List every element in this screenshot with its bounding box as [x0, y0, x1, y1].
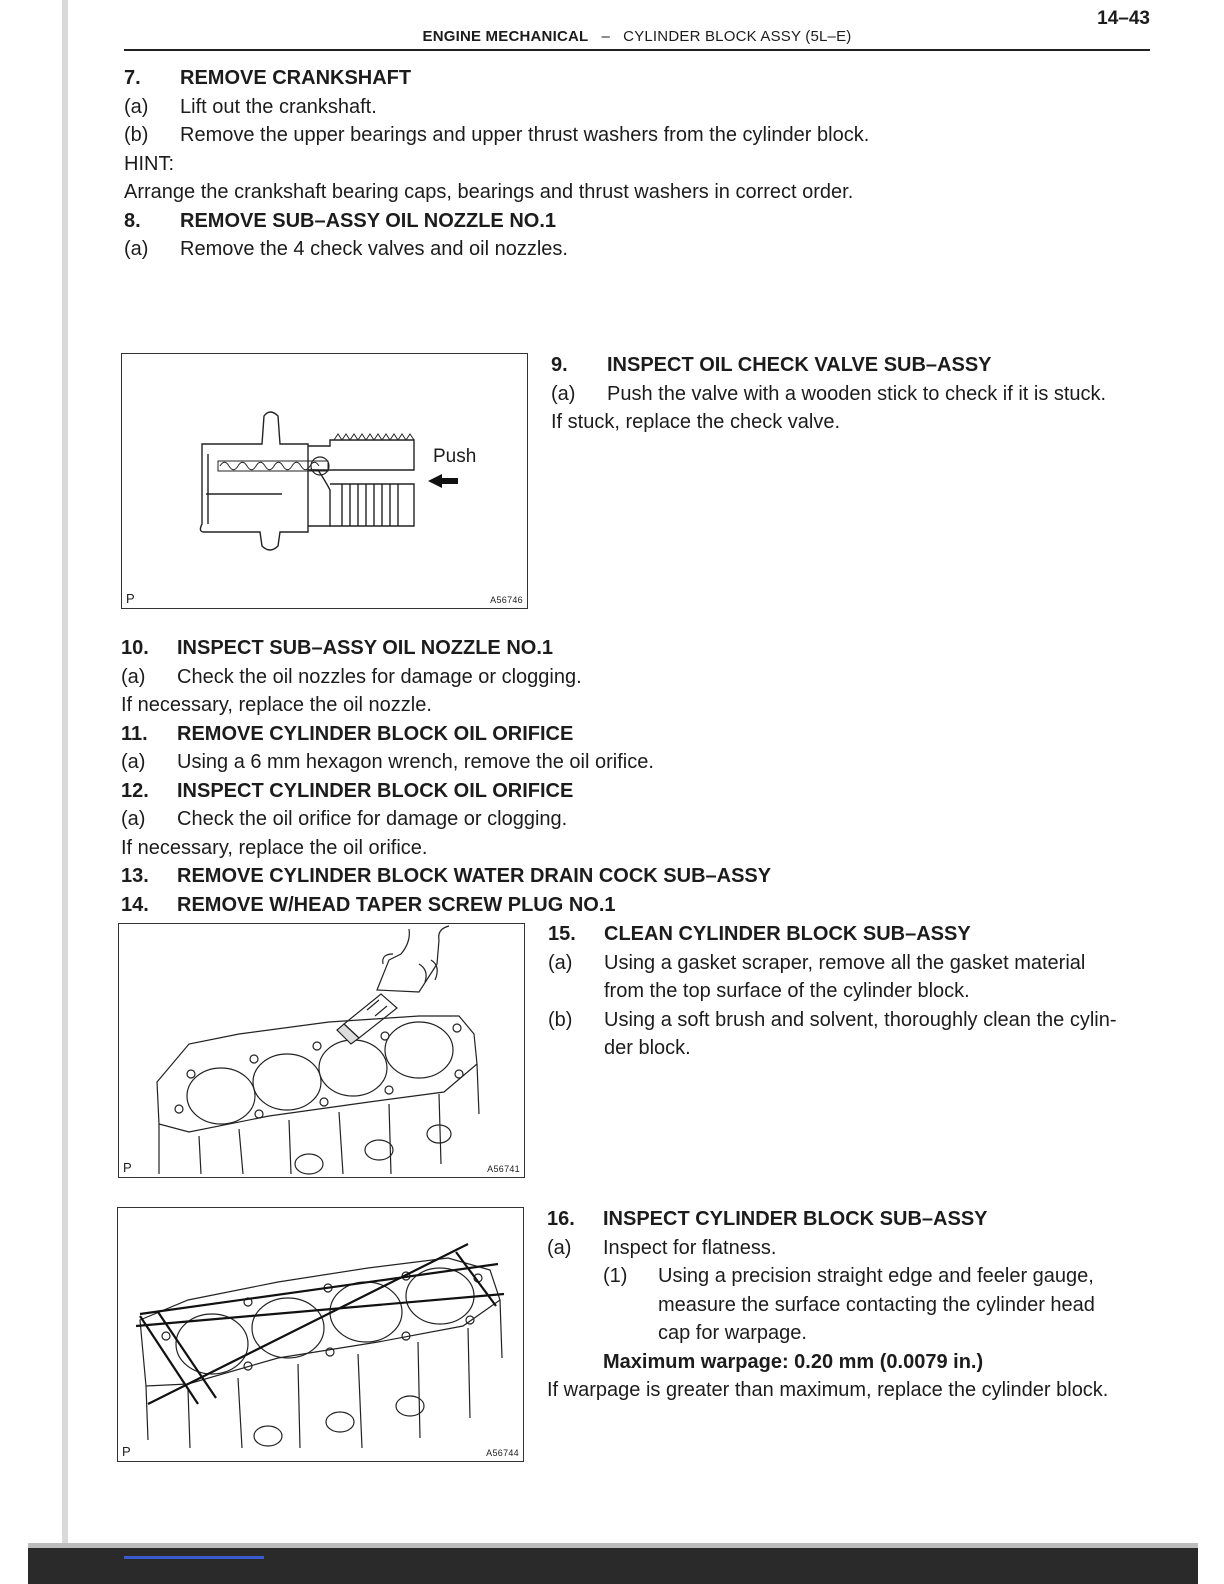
figure-code: A56744 [486, 1448, 519, 1458]
steps-7-8 [124, 64, 1154, 264]
step-11-heading: 11. REMOVE CYLINDER BLOCK OIL ORIFICE [121, 722, 574, 745]
step-16-note: If warpage is greater than maximum, replace the cylinder block. [547, 1379, 1109, 1401]
step-8a: (a) Remove the 4 check valves and oil nozzles. [124, 238, 568, 260]
hint-text: Arrange the crankshaft bearing caps, bearings and thrust washers in correct order. [124, 181, 854, 203]
step-15 [548, 920, 1158, 1063]
step-7a: (a) Lift out the crankshaft. [124, 95, 377, 118]
step-9a: (a) Push the valve with a wooden stick to check if it is stuck. [551, 382, 1107, 405]
page-header [124, 28, 1150, 45]
step-15b: (b) Using a soft brush and solvent, thoroughly clean the cylin- [548, 1008, 1117, 1031]
figure-flatness [117, 1207, 524, 1462]
step-12a: (a) Check the oil orifice for damage or clogging. [121, 808, 568, 830]
scan-bottom-bar [28, 1548, 1198, 1584]
step-8-heading: 8. REMOVE SUB–ASSY OIL NOZZLE NO.1 [124, 209, 556, 232]
hint-label: HINT: [124, 152, 174, 175]
header-subsection: CYLINDER BLOCK ASSY (5L–E) [623, 28, 852, 45]
step-16a-1-cont2: cap for warpage. [658, 1322, 807, 1344]
step-9-heading: 9. INSPECT OIL CHECK VALVE SUB–ASSY [551, 354, 992, 376]
step-9-note: If stuck, replace the check valve. [551, 411, 841, 433]
header-separator: – [601, 28, 611, 45]
step-15-heading: 15. CLEAN CYLINDER BLOCK SUB–ASSY [548, 923, 971, 945]
step-15b-cont: der block. [604, 1037, 691, 1059]
step-13-heading: 13. REMOVE CYLINDER BLOCK WATER DRAIN COCK SUB–ASSY [121, 865, 772, 887]
step-7b: (b) Remove the upper bearings and upper thrust washers from the cylinder block. [124, 124, 870, 146]
header-rule [124, 49, 1150, 51]
step-16a-1-cont1: measure the surface contacting the cylinder head [658, 1293, 1095, 1316]
figure-p-label: P [122, 1444, 131, 1459]
step-12-heading: 12. INSPECT CYLINDER BLOCK OIL ORIFICE [121, 779, 574, 802]
step-16a-1: (1) Using a precision straight edge and feeler gauge, [603, 1265, 1094, 1287]
step-15a: (a) Using a gasket scraper, remove all the gasket material [548, 951, 1086, 974]
figure-p-label: P [123, 1160, 132, 1175]
push-arrow-icon [428, 474, 458, 488]
straight-edge-drawing [118, 1208, 523, 1461]
step-10-note: If necessary, replace the oil nozzle. [121, 694, 432, 716]
cylinder-block-scraper-drawing [119, 924, 524, 1177]
step-15a-cont: from the top surface of the cylinder block. [604, 980, 970, 1002]
warpage-spec: Maximum warpage: 0.20 mm (0.0079 in.) [603, 1350, 984, 1373]
step-11a: (a) Using a 6 mm hexagon wrench, remove the oil orifice. [121, 751, 654, 773]
figure-code: A56746 [490, 595, 523, 605]
step-10-heading: 10. INSPECT SUB–ASSY OIL NOZZLE NO.1 [121, 637, 553, 659]
steps-10-14 [121, 634, 1151, 919]
figure-code: A56741 [487, 1164, 520, 1174]
step-14-heading: 14. REMOVE W/HEAD TAPER SCREW PLUG NO.1 [121, 893, 616, 916]
check-valve-drawing [122, 354, 527, 608]
figure-clean-block [118, 923, 525, 1178]
figure-check-valve [121, 353, 528, 609]
step-7-heading: 7. REMOVE CRANKSHAFT [124, 67, 412, 89]
figure-p-label: P [126, 591, 135, 606]
scan-edge [62, 0, 68, 1584]
step-10a: (a) Check the oil nozzles for damage or clogging. [121, 665, 582, 688]
scan-accent [124, 1556, 264, 1559]
step-16a: (a) Inspect for flatness. [547, 1236, 777, 1259]
header-section: ENGINE MECHANICAL [422, 28, 589, 45]
step-16-heading: 16. INSPECT CYLINDER BLOCK SUB–ASSY [547, 1208, 988, 1230]
step-9 [551, 351, 1171, 437]
step-16 [547, 1205, 1167, 1405]
page-number: 14–43 [1097, 8, 1150, 29]
step-12-note: If necessary, replace the oil orifice. [121, 836, 428, 859]
push-label: Push [433, 446, 477, 467]
